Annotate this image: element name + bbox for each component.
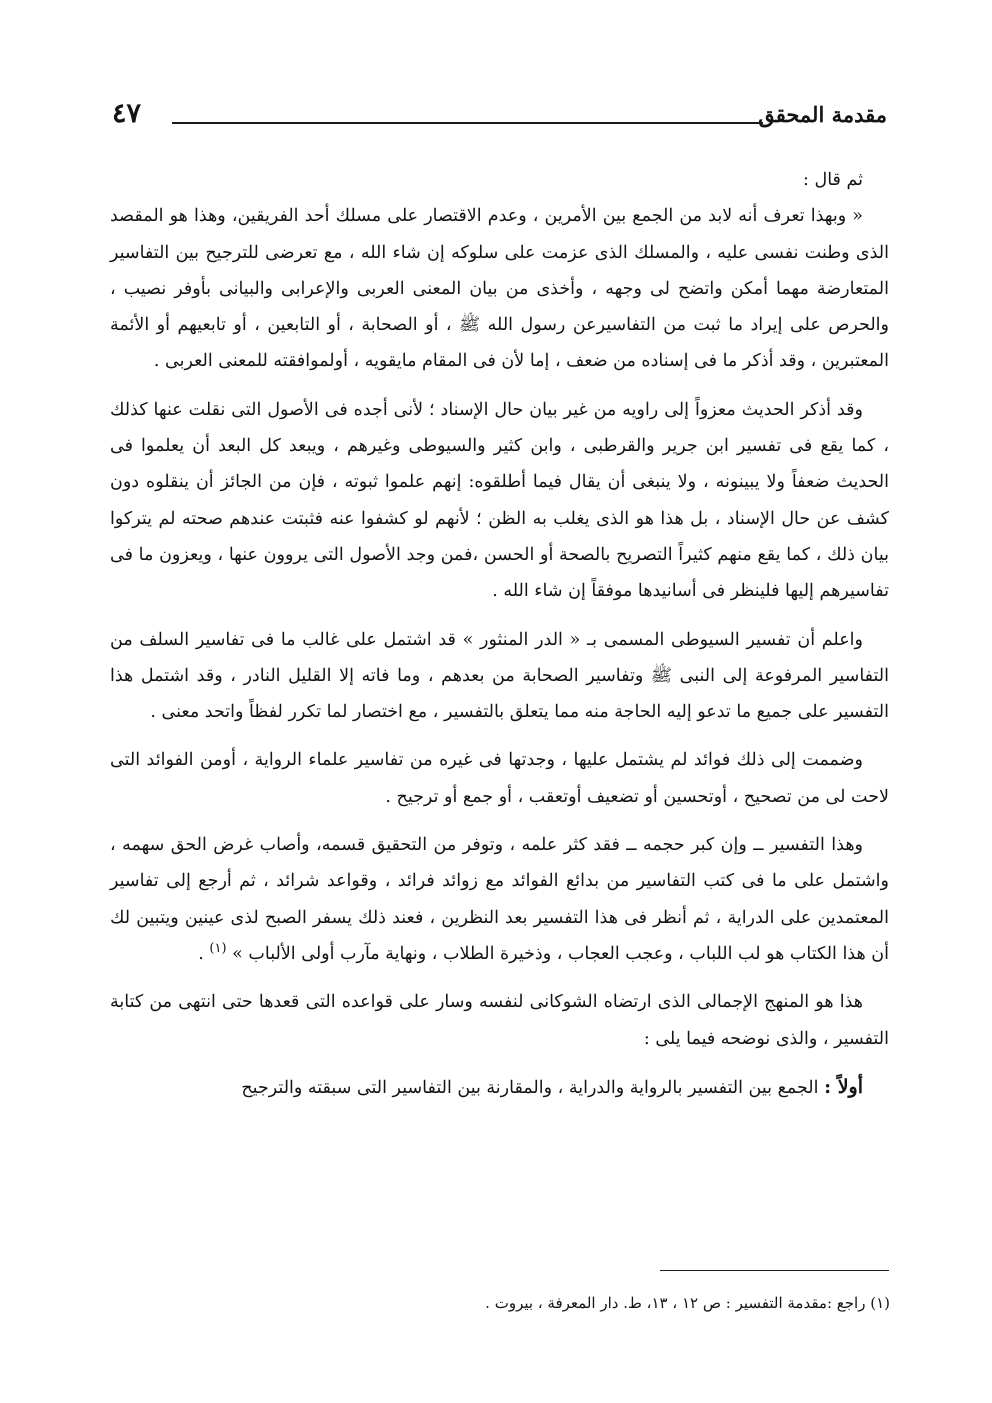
first-point-label: أولاً : bbox=[824, 1075, 863, 1098]
header-title: مقدمة المحقق bbox=[758, 102, 887, 127]
page-number: ٤٧ bbox=[112, 98, 142, 129]
paragraph-quote-3: واعلم أن تفسير السيوطى المسمى بـ « الدر المنثور » قد اشتمل على غالب ما فى تفاسير السلف من التفاسير المرفوعة إلى النبى ﷺ وتفاسير الصحابة من بعدهم ، وما فاته إلا القليل النادر ، وقد اشتمل هذا التفسير على جميع ما تدعو إليه الحاجة منه مما يتعلق بالتفسير ، مع اختصار لما تكرر لفظاً واتحد معنى . bbox=[110, 629, 889, 723]
body-text bbox=[110, 162, 889, 1106]
paragraph-quote-1: « وبهذا تعرف أنه لابد من الجمع بين الأمرين ، وعدم الاقتصار على مسلك أحد الفريقين، وهذا هو المقصد الذى وطنت نفسى عليه ، والمسلك الذى عزمت على سلوكه إن شاء الله ، مع تعرضى للترجيح بين التفاسير المتعارضة مهما أمكن واتضح لى وجهه ، وأخذى من بيان المعنى العربى والإعرابى والبيانى بأوفر نصيب ، والحرص على إيراد ما ثبت من التفاسيرعن رسول الله ﷺ ، أو الصحابة ، أو التابعين ، أو تابعيهم أو الأئمة المعتبرين ، وقد أذكر ما فى إسناده من ضعف ، إما لأن فى المقام مايقويه ، أولموافقته للمعنى العربى . bbox=[110, 206, 889, 372]
paragraph-quote-4: وضممت إلى ذلك فوائد لم يشتمل عليها ، وجدتها فى غيره من تفاسير علماء الرواية ، أومن الفوائد التى لاحت لى من تصحيح ، أوتحسين أو تضعيف أوتعقب ، أو جمع أو ترجيح . bbox=[110, 750, 889, 807]
paragraph-quote-2: وقد أذكر الحديث معزواً إلى راويه من غير بيان حال الإسناد ؛ لأنى أجده فى الأصول التى نقلت عنها كذلك ، كما يقع فى تفسير ابن جرير والقرطبى ، وابن كثير والسيوطى وغيرهم ، ويبعد كل البعد أن يعلموا فى الحديث ضعفاً ولا يبينونه ، ولا ينبغى أن يقال فيما أطلقوه: إنهم علموا ثبوته ، فإن من الجائز أن ينقلوه دون كشف عن حال الإسناد ، بل هذا هو الذى يغلب به الظن ؛ لأنهم لو كشفوا عنه فثبتت عندهم صحته لم يتركوا بيان ذلك ، كما يقع منهم كثيراً التصريح بالصحة أو الحسن ،فمن وجد الأصول التى يروون عنها ، ويعزون ما فى تفاسيرهم إليها فلينظر فى أسانيدها موفقاً إن شاء الله . bbox=[110, 399, 889, 602]
footnote-rule bbox=[660, 1270, 889, 1271]
paragraph-quote-5-text: وهذا التفسير ــ وإن كبر حجمه ــ فقد كثر علمه ، وتوفر من التحقيق قسمه، وأصاب غرض الحق سهمه ، واشتمل على ما فى كتب التفاسير من بدائع الفوائد مع زوائد فرائد ، وقواعد شرائد ، ثم أرجع إلى تفاسير المعتمدين على الدراية ، ثم أنظر فى هذا التفسير بعد النظرين ، فعند ذلك يسفر الصبح لذى عينين ويتبين لك أن هذا الكتاب هو لب اللباب ، وعجب العجاب ، وذخيرة الطلاب ، ونهاية مآرب أولى الألباب » bbox=[110, 835, 889, 964]
first-point-text: الجمع بين التفسير بالرواية والدراية ، والمقارنة بين التفاسير التى سبقته والترجيح bbox=[241, 1077, 825, 1098]
running-header bbox=[112, 98, 887, 148]
paragraph-method: هذا هو المنهج الإجمالى الذى ارتضاه الشوكانى لنفسه وسار على قواعده التى قعدها حتى انتهى من كتابة التفسير ، والذى نوضحه فيما يلى : bbox=[110, 992, 889, 1049]
paragraph-first-point bbox=[110, 1069, 889, 1106]
paragraph-quote-5-end: . bbox=[198, 943, 210, 964]
footnote-reference[interactable]: (١) bbox=[209, 941, 227, 957]
header-rule bbox=[172, 122, 763, 124]
paragraph-intro: ثم قال : bbox=[803, 170, 863, 190]
footnote: (١) راجع :مقدمة التفسير : ص ١٢ ، ١٣، ط. دار المعرفة ، بيروت . bbox=[485, 1294, 890, 1312]
paragraph-quote-5 bbox=[110, 827, 889, 972]
